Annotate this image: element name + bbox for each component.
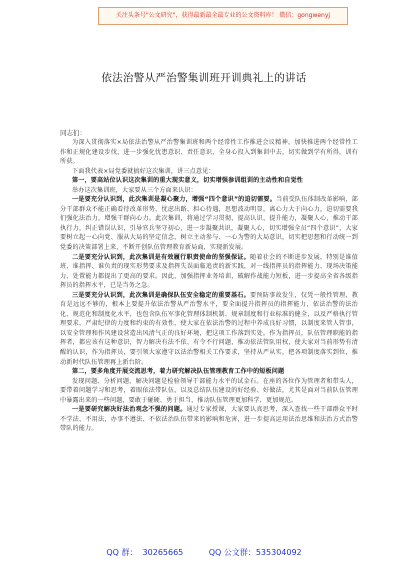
paragraph-heading: 第一，要高站位认识这次集训的重大现实意义，切实增强参训组训的主动性和自觉性: [72, 177, 304, 185]
paragraph-text: 要预防事故发生，仅凭一般性管理、教育是远远不够的，根本上要提升依法治警从严治警水平，要全面提升指挥员的指挥能力、依法治警的法治化、规范化和制度化水平，也包含队伍军事化管理体制机制、规章制度和行业标准的健全，以及严格执行管理要求，严肃纪律的力度和约束的有效性，使大家在依法治警的过程中养成良好习惯，以制度来管人管事，以安全管理和作风建设营造出风清气正的良好环境，把这项工作落到实处。作为指挥员，队伍管理职能的指挥者，都应该有这种意识，智力解决有法不依、有令不行问题，推动依法管队用权，使大家对当前形势有清醒的认识，作为指挥员，要引领大家遵守以法治警相关工作要求，坚持从严从实，把各项制度落实到位，推动新时代队伍管理再上新台阶。: [60, 291, 358, 366]
paragraph-text: 随着社会的不断进步发展，特别是谁值班、谁指挥、谁负责的现实形势要求及指挥失误面临追责的新实践，对一线指挥员的指挥能力、现场决策能力、处置能力都提出了更高的要求。因此，加强指挥业务培训，破解作战能力短板，进一步提高全省各级指挥员的指挥水平，已是当务之急。: [60, 253, 358, 290]
paragraph: [60, 377, 358, 406]
paragraph: [60, 186, 358, 196]
paragraph-heading: 一是要充分认识到，此次集训是凝心聚力，增强“四个意识”的迫切需要。: [72, 196, 277, 204]
paragraph-text: 当前受队伍体制改革影响，部分干部群众不能正确看待改革形势，忧虑出路、担心待遇，思想波动明显，离心力大于向心力，迫切需要我们强化法治力，增强干群向心力。此次集训，将通过学习贯彻，提高认识、提升能力，凝聚人心，推动干部执行力，纠正错误认识，引导官兵坚守初心，进一步凝聚共识，凝聚人心，切实增强全员“四个意识”，大家要树立起一心向党、服从大局的坚定信念，树立主动参与、一心为警的大局意识，切实把思想和行动统一到党委的决策部署上来，不断开创队伍管理教育新局面，实现新发展。: [60, 196, 358, 252]
document-title: 依法治警从严治警集训班开训典礼上的讲话: [101, 72, 307, 84]
paragraph-text: 为深入贯彻落实×局依法治警从严治警集训班和两个经常性工作推进会议精神，加快推进两个经常性工作和正规化建设步伐，进一步强化忧患意识、责任意识，全身心投入到集训中去，切实做到学有所得，训有所获。: [60, 139, 358, 166]
paragraph: [60, 253, 358, 291]
promo-banner[interactable]: 关注头条号"公文研究"，获得最新最全最专业的公文资料库！ 微信：gongwenyj: [98, 7, 348, 25]
paragraph: [60, 195, 358, 252]
paragraph-heading: 一是要研究解决好法治观念不强的问题。: [72, 406, 187, 414]
paragraph-heading: 二是要充分认识到，此次集训是有效履行职责使命的坚强保证。: [72, 253, 251, 261]
paragraph-text: 下面我代表×局党委就搞好这次集训，讲三点意见：: [72, 167, 215, 175]
footer-qq-groups: QQ 群： 30265665 QQ 公文群：535304092: [106, 548, 302, 557]
paragraph-heading: 三是要充分认识到，此次集训是确保队伍安全稳定的重要基石。: [72, 291, 251, 299]
paragraph-text: 举办这次集训班，大家要从三个方面来认识：: [72, 186, 197, 194]
salutation: 同志们：: [60, 129, 86, 137]
paragraph: [60, 167, 358, 177]
paragraph: [60, 405, 358, 434]
paragraph: [60, 176, 358, 186]
paragraph-text: 发现问题、分析问题、解决问题是检验领导干部能力水平的试金石。在座的各位作为管理者和带头人，要带着问题学习和思考，着眼依法带队伍，以及总结队伍建设的好经验、好做法，尤其是面对当前队伍管理中暴露出来的一些问题，要敢于碰硬、勇于担当，推动队伍管理更加科学，更加规范。: [60, 377, 358, 404]
paragraph: [60, 291, 358, 367]
paragraph: [60, 138, 358, 167]
paragraph: [60, 367, 358, 377]
document-body: [60, 138, 358, 434]
paragraph-heading: 第二，要多角度开展交流思考，着力研究解决队伍管理教育工作中的短板问题: [72, 368, 285, 376]
paragraph-text: 通过专家授课，大家要认真思考，深入查找一些干部群众平时不学法、不用法，办事不遵法、不依法治队伍带来的影响和危害，进一步提高运用法治思维和法治方式治警带队的能力。: [60, 406, 358, 433]
